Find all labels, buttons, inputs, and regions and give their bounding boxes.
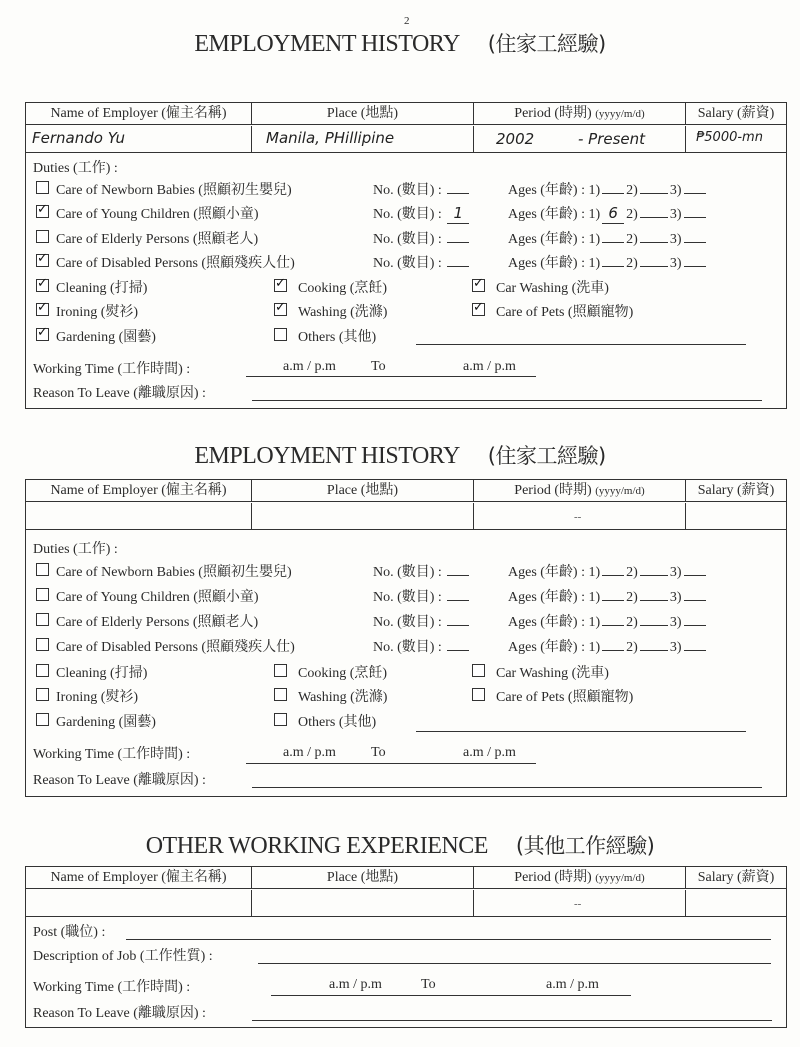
- checkbox-pets[interactable]: [472, 688, 485, 701]
- duty-elderly-label: Care of Elderly Persons (照顧老人): [56, 615, 259, 630]
- employer-field[interactable]: [26, 503, 252, 530]
- reason-label: Reason To Leave (離職原因) :: [33, 386, 206, 401]
- checkbox-washing[interactable]: [274, 303, 287, 316]
- duties-label: Duties (工作) :: [33, 542, 118, 557]
- duty-disabled-label: Care of Disabled Persons (照顧殘疾人仕): [56, 256, 295, 271]
- to-label: To: [371, 745, 386, 760]
- no-label: No. (數目) :: [373, 228, 471, 248]
- period-end-value: - Present: [578, 130, 646, 148]
- checkbox-cooking[interactable]: [274, 279, 287, 292]
- no-label: No. (數目) :: [373, 252, 471, 272]
- cooking-label: Cooking (烹飪): [298, 666, 388, 681]
- working-time-label: Working Time (工作時間) :: [33, 747, 191, 762]
- place-value: Manila, PHillipine: [266, 129, 395, 147]
- salary-field[interactable]: [686, 890, 786, 917]
- section1-title: [0, 28, 800, 58]
- gardening-label: Gardening (園藝): [56, 715, 156, 730]
- others-label: Others (其他): [298, 330, 377, 345]
- cleaning-label: Cleaning (打掃): [56, 666, 148, 681]
- checkbox-pets[interactable]: [472, 303, 485, 316]
- duty-young-label: Care of Young Children (照顧小童): [56, 207, 259, 222]
- car-washing-label: Car Washing (洗車): [496, 666, 609, 681]
- header-employer: Name of Employer (僱主名稱): [26, 867, 252, 889]
- ironing-label: Ironing (熨衫): [56, 690, 139, 705]
- section3-title-zh: (其他工作經驗): [515, 834, 655, 858]
- description-line[interactable]: [258, 963, 771, 964]
- other-experience-form: [25, 866, 787, 1028]
- employer-header-table: [26, 867, 786, 917]
- duty-newborn-label: Care of Newborn Babies (照顧初生嬰兒): [56, 565, 292, 580]
- reason-label: Reason To Leave (離職原因) :: [33, 1006, 206, 1021]
- duty-young-label: Care of Young Children (照顧小童): [56, 590, 259, 605]
- period-dash: --: [574, 898, 582, 910]
- working-time-label: Working Time (工作時間) :: [33, 362, 191, 377]
- ampm-2: a.m / p.m: [463, 745, 516, 760]
- section3-title: [0, 830, 800, 860]
- reason-line[interactable]: [252, 1020, 772, 1021]
- working-time-line[interactable]: [271, 995, 631, 996]
- checkbox-cooking[interactable]: [274, 664, 287, 677]
- period-dash: --: [574, 511, 582, 523]
- pets-label: Care of Pets (照顧寵物): [496, 305, 634, 320]
- ages-label: Ages (年齡) : 1) 2) 3): [508, 228, 708, 248]
- employer-field[interactable]: [26, 126, 252, 153]
- washing-label: Washing (洗滌): [298, 690, 388, 705]
- young-age1-value: 6: [608, 204, 618, 222]
- checkbox-gardening[interactable]: [36, 713, 49, 726]
- no-label: No. (數目) :: [373, 586, 471, 606]
- employment-history-form-1: [25, 102, 787, 409]
- period-start-value: 2002: [496, 130, 535, 148]
- header-period: Period (時期) (yyyy/m/d): [474, 867, 686, 889]
- salary-value: ₱5000-mn: [696, 130, 763, 145]
- description-label: Description of Job (工作性質) :: [33, 949, 213, 964]
- checkbox-ironing[interactable]: [36, 303, 49, 316]
- checkbox-others[interactable]: [274, 328, 287, 341]
- section1-title-en: EMPLOYMENT HISTORY: [194, 31, 460, 57]
- ages-label: Ages (年齡) : 1) 2) 3): [508, 586, 708, 606]
- checkbox-disabled[interactable]: [36, 638, 49, 651]
- working-time-line[interactable]: [246, 376, 536, 377]
- gardening-label: Gardening (園藝): [56, 330, 156, 345]
- no-label: No. (數目) :: [373, 611, 471, 631]
- checkbox-newborn[interactable]: [36, 181, 49, 194]
- post-line[interactable]: [126, 939, 771, 940]
- place-field[interactable]: [252, 890, 474, 917]
- header-place: Place (地點): [252, 480, 474, 502]
- no-label: No. (數目) :: [373, 561, 471, 581]
- checkbox-cleaning[interactable]: [36, 279, 49, 292]
- cooking-label: Cooking (烹飪): [298, 281, 388, 296]
- checkbox-elderly[interactable]: [36, 613, 49, 626]
- working-time-label: Working Time (工作時間) :: [33, 980, 191, 995]
- duty-elderly-label: Care of Elderly Persons (照顧老人): [56, 232, 259, 247]
- ages-label: Ages (年齡) : 1) 2) 3): [508, 179, 708, 199]
- ampm-2: a.m / p.m: [546, 977, 599, 992]
- checkbox-young-children[interactable]: [36, 588, 49, 601]
- car-washing-label: Car Washing (洗車): [496, 281, 609, 296]
- section2-title-zh: (住家工經驗): [487, 444, 606, 468]
- working-time-line[interactable]: [246, 763, 536, 764]
- section3-title-en: OTHER WORKING EXPERIENCE: [145, 833, 488, 859]
- page-number: 2: [404, 15, 410, 27]
- ampm-2: a.m / p.m: [463, 359, 516, 374]
- young-no-value: 1: [453, 204, 464, 222]
- place-field[interactable]: [252, 126, 474, 153]
- others-label: Others (其他): [298, 715, 377, 730]
- section2-title-en: EMPLOYMENT HISTORY: [194, 443, 460, 469]
- employer-header-table: [26, 480, 786, 530]
- post-label: Post (職位) :: [33, 925, 106, 940]
- cleaning-label: Cleaning (打掃): [56, 281, 148, 296]
- header-period: Period (時期) (yyyy/m/d): [474, 103, 686, 125]
- checkbox-gardening[interactable]: [36, 328, 49, 341]
- period-field[interactable]: [474, 890, 686, 917]
- salary-field[interactable]: [686, 126, 786, 153]
- checkbox-car-washing[interactable]: [472, 279, 485, 292]
- ages-label: Ages (年齡) : 1) 2) 3): [508, 636, 708, 656]
- ages-label: Ages (年齡) : 1) 2) 3): [508, 561, 708, 581]
- no-label: No. (數目) :: [373, 636, 471, 656]
- no-label: No. (數目) :: [373, 179, 471, 199]
- header-employer: Name of Employer (僱主名稱): [26, 480, 252, 502]
- to-label: To: [421, 977, 436, 992]
- period-field[interactable]: [474, 126, 686, 153]
- place-field[interactable]: [252, 503, 474, 530]
- checkbox-washing[interactable]: [274, 688, 287, 701]
- duty-newborn-label: Care of Newborn Babies (照顧初生嬰兒): [56, 183, 292, 198]
- salary-field[interactable]: [686, 503, 786, 530]
- no-label: No. (數目) : 1: [373, 203, 471, 224]
- ages-label: Ages (年齡) : 1) 2) 3): [508, 611, 708, 631]
- reason-line[interactable]: [252, 400, 762, 401]
- checkbox-disabled[interactable]: [36, 254, 49, 267]
- header-place: Place (地點): [252, 103, 474, 125]
- reason-line[interactable]: [252, 787, 762, 788]
- employer-value: Fernando Yu: [32, 129, 125, 147]
- ages-label: Ages (年齡) : 1) 2) 3): [508, 252, 708, 272]
- ironing-label: Ironing (熨衫): [56, 305, 139, 320]
- checkbox-elderly[interactable]: [36, 230, 49, 243]
- header-salary: Salary (薪資): [686, 480, 786, 502]
- header-employer: Name of Employer (僱主名稱): [26, 103, 252, 125]
- period-field[interactable]: [474, 503, 686, 530]
- section2-title: [0, 440, 800, 470]
- header-salary: Salary (薪資): [686, 103, 786, 125]
- ampm-1: a.m / p.m: [283, 745, 336, 760]
- ampm-1: a.m / p.m: [283, 359, 336, 374]
- checkbox-newborn[interactable]: [36, 563, 49, 576]
- checkbox-others[interactable]: [274, 713, 287, 726]
- pets-label: Care of Pets (照顧寵物): [496, 690, 634, 705]
- ampm-1: a.m / p.m: [329, 977, 382, 992]
- ages-label: Ages (年齡) : 1) 6 2) 3): [508, 203, 708, 224]
- employer-header-table: [26, 103, 786, 153]
- others-line[interactable]: [416, 731, 746, 732]
- checkbox-ironing[interactable]: [36, 688, 49, 701]
- reason-label: Reason To Leave (離職原因) :: [33, 773, 206, 788]
- duty-disabled-label: Care of Disabled Persons (照顧殘疾人仕): [56, 640, 295, 655]
- checkbox-car-washing[interactable]: [472, 664, 485, 677]
- section1-title-zh: (住家工經驗): [487, 32, 606, 56]
- header-period: Period (時期) (yyyy/m/d): [474, 480, 686, 502]
- to-label: To: [371, 359, 386, 374]
- washing-label: Washing (洗滌): [298, 305, 388, 320]
- header-salary: Salary (薪資): [686, 867, 786, 889]
- header-place: Place (地點): [252, 867, 474, 889]
- employer-field[interactable]: [26, 890, 252, 917]
- checkbox-cleaning[interactable]: [36, 664, 49, 677]
- employment-history-form-2: [25, 479, 787, 797]
- checkbox-young-children[interactable]: [36, 205, 49, 218]
- duties-label: Duties (工作) :: [33, 161, 118, 176]
- others-line[interactable]: [416, 344, 746, 345]
